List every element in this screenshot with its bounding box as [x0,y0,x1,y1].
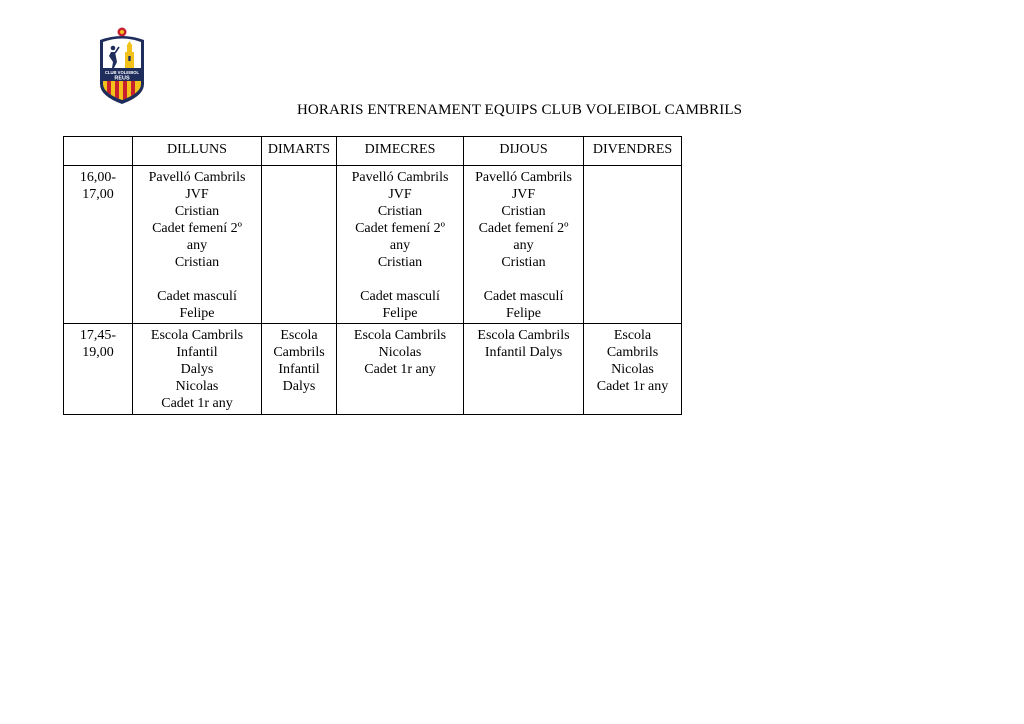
schedule-entry-line: JVF [511,187,536,202]
table-row [64,166,682,324]
schedule-cell-dimecres [337,324,464,415]
schedule-entry-line: JVF [185,187,209,202]
schedule-cell-dijous [464,324,584,415]
table-row [64,324,682,415]
schedule-entry-line: Pavelló Cambrils [351,170,449,185]
schedule-entry-line: Escola [280,328,318,343]
schedule-entry-line: Felipe [506,306,541,321]
schedule-entry-line: Cristian [377,204,423,219]
schedule-body [64,166,682,415]
schedule-entry-line: Cadet 1r any [596,379,669,394]
logo-text: CLUB VOLEIBOL [104,70,140,75]
club-shield-icon [96,26,148,106]
schedule-entry-line: Cristian [174,255,220,270]
schedule-entry-line: Escola Cambrils [150,328,244,343]
page-title: HORARIS ENTRENAMENT EQUIPS CLUB VOLEIBOL CAMBRILS [297,102,743,118]
schedule-cell-divendres [584,324,682,415]
header-cell-empty [64,137,133,166]
schedule-cell-dilluns [133,324,262,415]
header-cell-dimecres: DIMECRES [337,137,464,166]
schedule-entry-line: Cadet femení 2º [355,221,445,236]
schedule-cell-divendres [584,166,682,324]
schedule-entry-line: Felipe [179,306,215,321]
schedule-entry-line: Felipe [382,306,418,321]
schedule-entry-line: Infantil [176,345,218,360]
header-cell-dijous: DIJOUS [464,137,584,166]
schedule-entry-line: any [513,238,534,253]
schedule-entry-line: Cristian [501,255,546,270]
schedule-entry-line: any [389,238,411,253]
schedule-cell-dimarts [262,324,337,415]
time-slot-text: 17,45- [79,328,117,343]
schedule-entry-line: Infantil [278,362,320,377]
schedule-entry-line: Cristian [501,204,546,219]
schedule-entry-line: Nicolas [175,379,219,394]
schedule-entry-line: Cadet 1r any [364,362,436,377]
header-cell-dilluns: DILLUNS [133,137,262,166]
schedule-entry-line: Nicolas [378,345,422,360]
time-slot-cell [64,166,133,324]
header-cell-divendres: DIVENDRES [584,137,682,166]
schedule-entry-line: Dalys [180,362,214,377]
svg-text:REUS: REUS [114,75,130,82]
schedule-table [63,136,682,415]
schedule-entry-line: Cristian [377,255,423,270]
schedule-entry-line: Cambrils [273,345,325,360]
schedule-entry-line [341,271,459,288]
schedule-entry-line: Cadet masculí [360,289,440,304]
schedule-entry-line: Cambrils [606,345,659,360]
schedule-entry-line: Cadet femení 2º [478,221,569,236]
time-slot-text: 16,00- [79,170,117,185]
schedule-entry-line: JVF [388,187,412,202]
schedule-entry-line: Infantil Dalys [484,345,563,360]
time-slot-cell [64,324,133,415]
schedule-entry-line: Nicolas [611,362,654,377]
schedule-entry-line: Escola Cambrils [477,328,570,343]
schedule-entry-line: Cadet femení 2º [152,221,242,236]
club-logo [96,26,148,106]
time-slot-text: 19,00 [82,345,114,360]
table-header-row [64,137,682,166]
schedule-entry-line: Cadet 1r any [161,396,233,411]
schedule-cell-dimarts [262,166,337,324]
schedule-entry-line: Pavelló Cambrils [475,170,572,185]
schedule-entry-line: Escola [613,328,652,343]
schedule-entry-line: Escola Cambrils [353,328,447,343]
schedule-entry-line: Cadet masculí [157,289,237,304]
schedule-entry-line [137,271,257,288]
schedule-entry-line: Dalys [282,379,316,394]
schedule-cell-dijous [464,166,584,324]
schedule-entry-line [468,271,579,288]
schedule-entry-line: Pavelló Cambrils [148,170,246,185]
header-cell-dimarts: DIMARTS [262,137,337,166]
time-slot-text: 17,00 [82,187,114,202]
schedule-entry-line: Cristian [174,204,220,219]
schedule-entry-line: Cadet masculí [483,289,564,304]
schedule-cell-dilluns [133,166,262,324]
schedule-cell-dimecres [337,166,464,324]
schedule-entry-line: any [186,238,208,253]
